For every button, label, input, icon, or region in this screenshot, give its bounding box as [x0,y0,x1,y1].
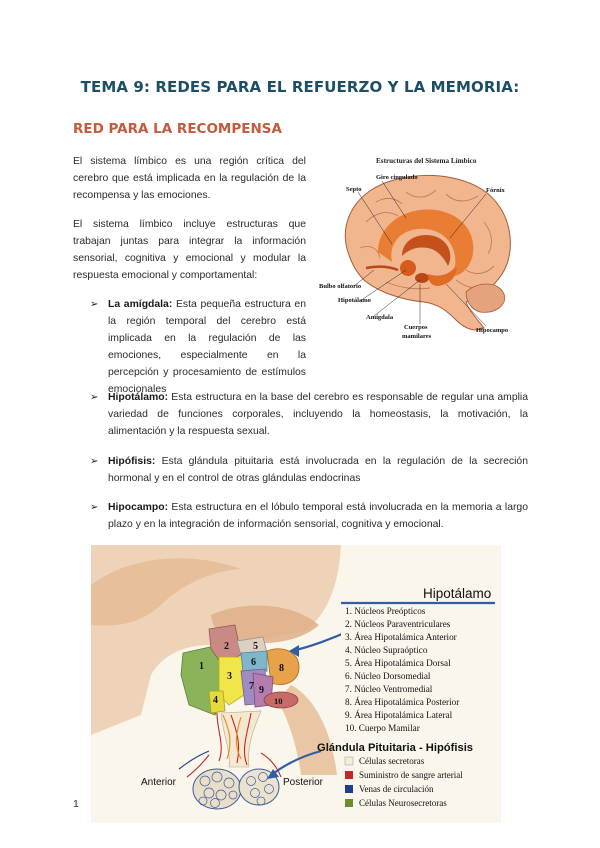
legend-label: Células secretoras [359,756,425,766]
nucleus-item: 9. Área Hipotalámica Lateral [345,710,453,720]
anterior-label: Anterior [141,777,177,788]
intro-paragraph: El sistema límbico es una región crítica del cerebro que está implicada en la regulación de la recompensa y las emociones. [73,156,306,201]
cerebellum [466,284,505,312]
nucleus-item: 4. Núcleo Supraóptico [345,645,428,655]
bullet-text: Esta estructura en el lóbulo temporal está involucrada en la memoria a largo plazo y en la integración de información sensorial, cognitiva y emocional. [108,502,528,530]
label-mamilares: mamilares [402,333,432,340]
bullet-term: La amígdala: [108,299,173,310]
nucleus-item: 2. Núcleos Paraventriculares [345,619,451,629]
bullet-text: Esta glándula pituitaria está involucrada en la regulación de la secreción hormonal y en el control de otras glándulas endocrinas [108,456,528,484]
bullet-amigdala [90,296,306,398]
bullet-term: Hipotálamo: [108,392,169,403]
region-number-5: 5 [253,641,258,652]
label-septo: Septo [346,186,362,193]
nucleus-item: 5. Área Hipotalámica Dorsal [345,658,451,668]
bullet-arrow-icon: ➢ [90,299,99,310]
section-subtitle: RED PARA LA RECOMPENSA [73,121,282,137]
limbic-system-figure [316,152,522,344]
bullet-arrow-icon: ➢ [90,502,99,513]
region-number-1: 1 [199,661,204,672]
nucleus-item: 6. Núcleo Dorsomedial [345,671,431,681]
structures-paragraph: El sistema límbico incluye estructuras que trabajan juntas para integrar la información sensorial, cognitiva y emocional y modular la respuesta emocional y comportamental: [73,219,306,281]
page-title: TEMA 9: REDES PARA EL REFUERZO Y LA MEMORIA: [80,78,520,96]
label-bulbo-olfatorio: Bulbo olfatorio [319,283,362,290]
posterior-label: Posterior [283,777,324,788]
label-amigdala: Amígdala [366,314,394,321]
bullet-hipocampo [90,499,528,533]
hypothalamus-figure [91,545,501,823]
region-number-8: 8 [279,663,284,674]
bullet-arrow-icon: ➢ [90,456,99,467]
bullet-text: Esta estructura en la base del cerebro es responsable de regular una amplia variedad de funciones corporales, incluyendo la homeostasis, la motivación, la alimentación y la respuesta sexual. [108,392,528,437]
region-number-2: 2 [224,641,229,652]
anterior-lobe [193,769,241,809]
label-hipocampo: Hipocampo [476,327,509,334]
region-number-9: 9 [259,685,264,696]
legend-label: Células Neurosecretoras [359,798,447,808]
legend-label: Venas de circulación [359,784,434,794]
amygdala-shape [415,273,429,283]
bullet-hipotalamo [90,389,528,440]
nucleus-item: 10. Cuerpo Mamilar [345,723,420,733]
bullet-text: Esta pequeña estructura en la región temporal del cerebro está implicada en la regulación de las emociones, especialmente en la percepción y procesamiento de estímulos emocionales [108,299,306,395]
legend-swatch-secretory [345,757,353,765]
bullet-term: Hipófisis: [108,456,156,467]
pituitary-heading: Glándula Pituitaria - Hipófisis [317,742,474,754]
label-cuerpos: Cuerpos [404,324,428,331]
limbic-figure-title: Estructuras del Sistema Límbico [376,157,477,165]
bullet-hipofisis [90,453,528,487]
region-number-10: 10 [274,696,283,706]
label-fornix: Fórnix [486,187,505,194]
hypothalamus-heading: Hipotálamo [423,586,492,601]
legend-swatch-neurosecretory [345,799,353,807]
region-number-3: 3 [227,671,232,682]
legend-label: Suministro de sangre arterial [359,770,463,780]
nucleus-item: 1. Núcleos Preópticos [345,606,426,616]
legend-swatch-veins [345,785,353,793]
hypothalamus-shape [400,260,416,276]
page-number: 1 [73,798,79,810]
legend-swatch-arterial [345,771,353,779]
region-number-7: 7 [249,681,254,692]
nucleus-item: 3. Área Hipotalámica Anterior [345,632,457,642]
region-number-6: 6 [251,657,256,668]
label-giro-cingulado: Giro cingulado [376,174,418,181]
label-hipotalamo: Hipotálamo [338,297,371,304]
region-number-4: 4 [213,695,218,706]
nucleus-item: 7. Núcleo Ventromedial [345,684,433,694]
bullet-term: Hipocampo: [108,502,169,513]
nucleus-item: 8. Área Hipotalámica Posterior [345,697,460,707]
bullet-arrow-icon: ➢ [90,392,99,403]
